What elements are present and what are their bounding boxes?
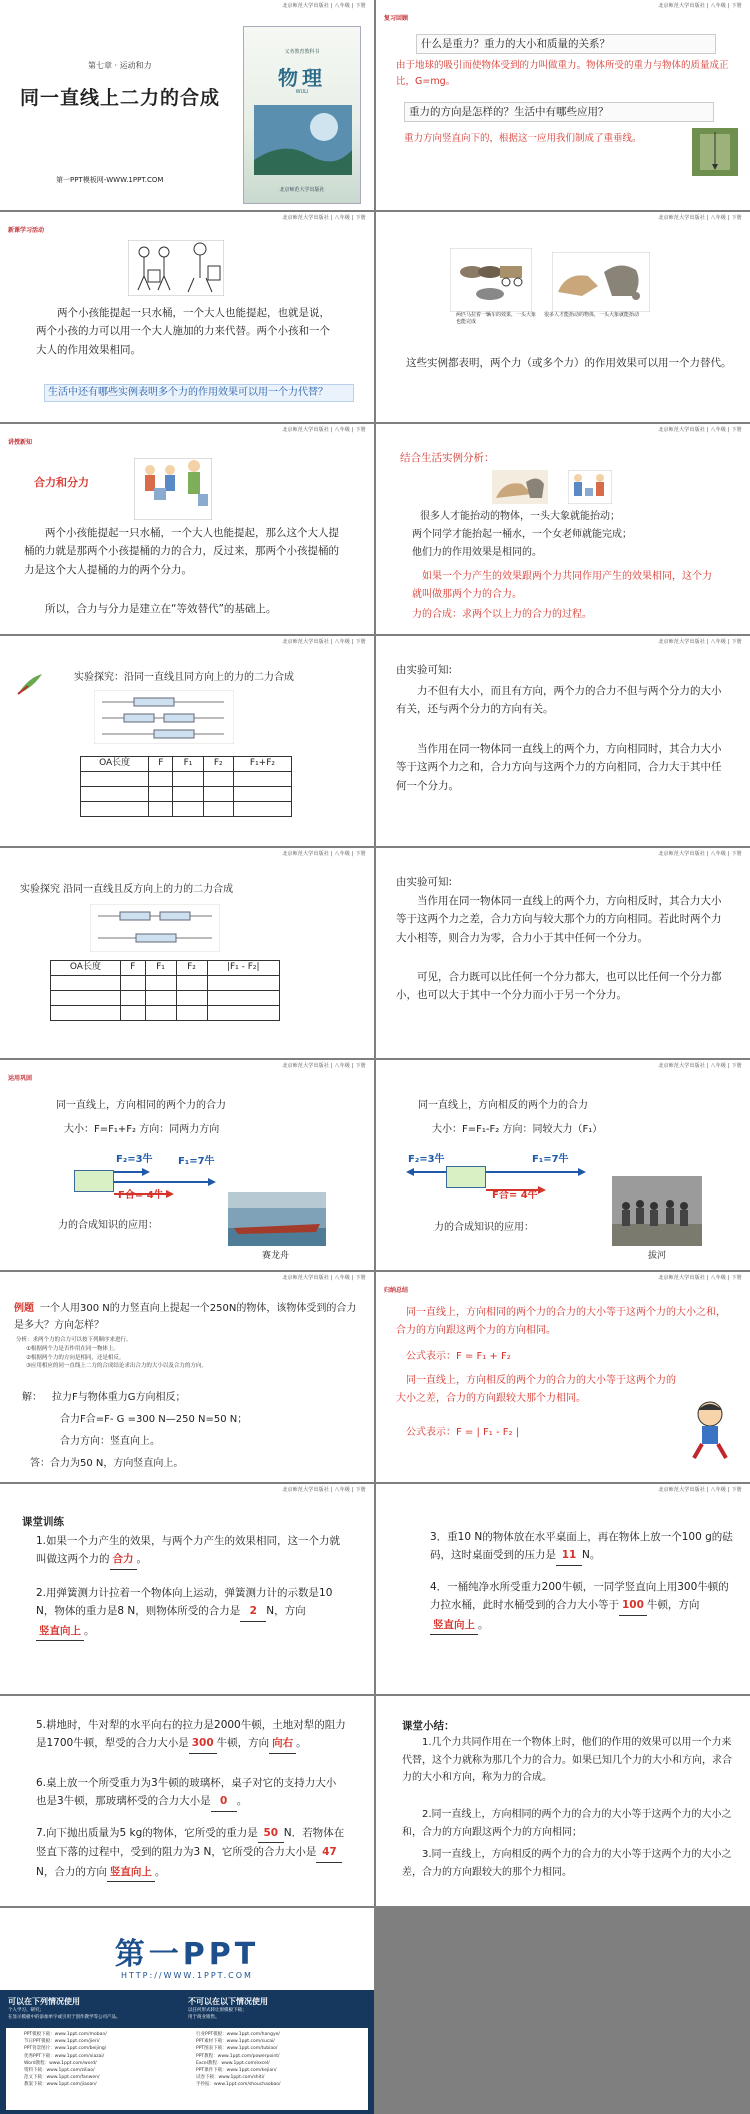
question-text: 2.用弹簧测力计拉着一个物体向上运动，弹簧测力计的示数是10 N，物体的重力是8 N，则物体所受的合力是 [36, 1587, 333, 1618]
practice-heading: 课堂训练 [22, 1516, 64, 1528]
answer-blank[interactable]: 100 [619, 1596, 647, 1615]
answer-blank[interactable]: 2 [240, 1602, 266, 1621]
conclusion-heading: 由实验可知: [396, 876, 453, 888]
cannot-use-item: 用于商业销售。 [188, 2015, 220, 2020]
force-diagram-same [70, 1152, 220, 1204]
book-title: 物理 [278, 66, 326, 90]
block-object [74, 1170, 114, 1192]
answer-blank[interactable]: 11 [556, 1546, 582, 1565]
application-label: 力的合成知识的应用： [58, 1220, 158, 1231]
review-question-1: 什么是重力？重力的大小和质量的关系？ [416, 34, 716, 54]
tug-of-war-photo [612, 1176, 702, 1246]
practice-question-3 [430, 1528, 734, 1566]
review-question-2: 重力的方向是怎样的？生活中有哪些应用？ [404, 102, 714, 122]
solution-label: 解： [22, 1392, 42, 1403]
brand-url[interactable]: HTTP://WWW.1PPT.COM [121, 1971, 253, 1980]
publisher-header: 北京师范大学出版社 | 八年级 | 下册 [658, 639, 742, 645]
elephant-caption: 很多人才能抬动的物体，一头大象就能抬动 [544, 312, 640, 318]
experiment-opposite-table [50, 960, 280, 1021]
slide-conclusion-opposite[interactable] [376, 848, 750, 1058]
website-credit: 第一PPT模板网-WWW.1PPT.COM [56, 176, 164, 184]
publisher-header: 北京师范大学出版社 | 八年级 | 下册 [658, 1275, 742, 1281]
section-tag: 新课学习活动 [8, 227, 45, 234]
heading-resultant-component: 合力和分力 [34, 476, 89, 489]
slide-conclusion-same[interactable] [376, 636, 750, 846]
opposite-direction-heading: 同一直线上，方向相反的两个力的合力 [418, 1100, 588, 1111]
publisher-header: 北京师范大学出版社 | 八年级 | 下册 [658, 851, 742, 857]
example-text: 一个人用300 N的力竖直向上提起一个250N的物体，该物体受到的合力是多大？方向怎样？ [14, 1303, 357, 1331]
publisher-header: 北京师范大学出版社 | 八年级 | 下册 [282, 427, 366, 433]
slide-experiment-opposite[interactable] [0, 848, 374, 1058]
publisher-header: 北京师范大学出版社 | 八年级 | 下册 [658, 427, 742, 433]
publisher-header: 北京师范大学出版社 | 八年级 | 下册 [282, 639, 366, 645]
question-text: 牛顿，方向 [216, 1737, 270, 1750]
resultant-definition: 如果一个力产生的效果跟两个力共同作用产生的效果相同，这个力就叫做那两个力的合力。 [412, 571, 712, 600]
carrying-water-photo [568, 470, 612, 504]
discussion-question: 生活中还有哪些实例表明多个力的作用效果可以用一个力代替？ [44, 384, 354, 402]
answer-blank[interactable]: 竖直向上 [107, 1863, 155, 1882]
table-header-cell: OA长度 [81, 757, 149, 772]
conclusion-opposite-p2: 可见，合力既可以比任何一个分力都大，也可以比任何一个分力都小，也可以大于其中一个分力而小于另一个分力。 [396, 971, 722, 1002]
footer-link[interactable]: 优秀PPT下载：www.1ppt.com/xiazai/ [24, 2053, 105, 2059]
table-header-cell: OA长度 [51, 961, 121, 976]
table-row [81, 772, 292, 787]
footer-link[interactable]: 手抄报：www.1ppt.com/shouchaobao/ [196, 2082, 281, 2088]
table-header-cell: F₂ [176, 961, 207, 976]
publisher-header: 北京师范大学出版社 | 八年级 | 下册 [658, 1063, 742, 1069]
review-answer-2: 重力方向竖直向下的，根据这一应用我们制成了重垂线。 [404, 133, 642, 144]
slide-same-direction[interactable] [0, 1060, 374, 1270]
slide-opposite-direction[interactable] [376, 1060, 750, 1270]
experiment-opposite-heading: 实验探究 沿同一直线且反方向上的力的二力合成 [20, 884, 234, 895]
elephant-small-photo [492, 470, 548, 504]
dragon-boat-photo [228, 1192, 326, 1246]
question-text: 1.如果一个力产生的效果，与两个力产生的效果相同，这一个力就叫做这两个力的 [36, 1535, 341, 1566]
textbook-cover [243, 26, 361, 204]
footer-link[interactable]: Word教程：www.1ppt.com/word/ [24, 2060, 97, 2066]
publisher-header: 北京师范大学出版社 | 八年级 | 下册 [282, 1487, 366, 1493]
book-sub: WULI [295, 89, 309, 95]
conclusion-p2: 当作用在同一物体同一直线上的两个力，方向相同时，其合力大小等于这两个力之和，合力方向与这两个力的方向相同，合力大于其中任何一个分力。 [396, 743, 722, 792]
footer-link[interactable]: PPT教程：www.1ppt.com/powerpoint/ [196, 2053, 280, 2059]
slide-examples[interactable] [376, 212, 750, 422]
table-header-cell: |F₁ - F₂| [207, 961, 280, 976]
footer-link[interactable]: PPT课件下载：www.1ppt.com/kejian/ [196, 2067, 277, 2073]
answer-blank[interactable]: 合力 [110, 1550, 137, 1569]
book-cover-art [254, 105, 352, 175]
life-examples-heading: 结合生活实例分析： [400, 452, 495, 464]
links-panel [6, 2028, 368, 2110]
footer-link[interactable]: PPT背景图片：www.1ppt.com/beijing/ [24, 2046, 107, 2052]
force-f1-label: F₁=7牛 [178, 1156, 215, 1167]
application-label: 力的合成知识的应用： [434, 1222, 534, 1233]
table-header-cell: F [120, 961, 145, 976]
summary-point-2: 2.同一直线上，方向相同的两个力的合力的大小等于这两个力的大小之和，合力的方向跟这两个力的方向相同； [402, 1809, 732, 1838]
question-text: N，方向 [266, 1605, 306, 1618]
publisher-header: 北京师范大学出版社 | 八年级 | 下册 [658, 3, 742, 9]
brand-logo: 第一PPT [114, 1937, 260, 1972]
solution-line-3: 合力方向：竖直向上。 [60, 1436, 160, 1447]
force-diagram-opposite [406, 1152, 596, 1204]
footer-link[interactable]: 资料下载：www.1ppt.com/ziliao/ [24, 2067, 95, 2073]
question-text: 5.耕地时，牛对犁的水平向右的拉力是2000牛顿，土地对犁的阻力是1700牛顿，犁受的合力大小是 [36, 1719, 346, 1750]
experiment-same-heading: 实验探究：沿同一直线且同方向上的力的二力合成 [74, 672, 294, 683]
table-row [51, 976, 280, 991]
cannot-use-title: 不可以在以下情况使用 [188, 1997, 268, 2006]
table-header-cell: F₂ [203, 757, 233, 772]
question-text: 3．重10 N的物体放在水平桌面上，再在物体上放一个100 g的砝码，这时桌面受到的压力是 [430, 1531, 733, 1562]
chapter-label: 第七章 · 运动和力 [88, 61, 152, 70]
section-tag: 归纳总结 [384, 1287, 409, 1294]
resultant-explanation: 两个小孩能提起一只水桶，一个大人也能提起，那么这个大人提桶的力就是那两个小孩提桶的力的合力，反过来，那两个小孩提桶的力是这个大人提桶的力的两个分力。 [24, 527, 339, 576]
book-series: 义务教育教科书 [284, 49, 320, 55]
usage-terms-panel [0, 1990, 374, 2114]
footer-link[interactable]: PPT模板下载：www.1ppt.com/moban/ [24, 2032, 107, 2037]
section-tag: 讲授新知 [8, 439, 33, 446]
footer-link[interactable]: 教案下载：www.1ppt.com/jiaoan/ [24, 2082, 97, 2088]
slide-practice-3[interactable] [0, 1696, 374, 1906]
book-press: 北京师范大学出版社 [279, 187, 325, 194]
horse-cart-illustration [450, 248, 532, 312]
block-object [446, 1166, 486, 1188]
footer-link[interactable]: 试卷下载：www.1ppt.com/shiti/ [196, 2075, 265, 2081]
spring-scale-apparatus-same [94, 690, 234, 744]
running-boy-illustration [684, 1398, 736, 1464]
slide-review[interactable] [376, 0, 750, 210]
footer-link[interactable]: PPT图表下载：www.1ppt.com/tubiao/ [196, 2046, 278, 2052]
force-resultant-label: F合= 4牛 [118, 1190, 164, 1201]
summary-point-3: 3.同一直线上，方向相反的两个力的合力的大小等于这两个力的大小之差，合力的方向跟较大的那个力相同。 [402, 1849, 732, 1878]
force-f2-label: F₂=3牛 [116, 1154, 153, 1165]
answer-blank[interactable]: 竖直向上 [36, 1622, 84, 1641]
bucket-explanation: 两个小孩能提起一只水桶，一个大人也能提起，也就是说，两个小孩的力可以用一个大人施加的力来代替。两个小孩和一个大人的作用效果相同。 [36, 307, 330, 356]
example-problem [14, 1300, 360, 1334]
same-direction-formula: 大小：F=F₁+F₂ 方向：同两力方向 [64, 1124, 220, 1135]
practice-question-6: 6.桌上放一个所受重力为3牛顿的玻璃杯，桌子对它的支持力大小也是3牛顿，那玻璃杯受的合力大小是 0 。 [36, 1774, 346, 1812]
answer-line: 答：合力为50 N，方向竖直向上。 [30, 1458, 184, 1469]
section-tag: 运用巩固 [8, 1075, 33, 1082]
analysis-line: 求两个力的合力可以按下列顺序来进行。 [32, 1337, 132, 1343]
table-row [81, 787, 292, 802]
table-row [51, 1006, 280, 1021]
answer-blank[interactable]: 0 [211, 1792, 237, 1811]
question-text: N，合力的方向 [36, 1865, 107, 1878]
publisher-header: 北京师范大学出版社 | 八年级 | 下册 [282, 1063, 366, 1069]
analysis-line: ③应用相应的同一直线上二力的合成结论求出合力的大小以及合力的方向。 [26, 1363, 207, 1370]
footer-link[interactable]: 范文下载：www.1ppt.com/fanwen/ [24, 2075, 100, 2081]
answer-blank[interactable]: 300 [189, 1734, 217, 1753]
question-text: 4．一桶纯净水所受重力200牛顿，一同学竖直向上用300牛顿的力拉水桶，此时水桶受到的合力大小等于 [430, 1581, 729, 1612]
adult-children-illustration [134, 458, 212, 520]
bucket-children-illustration [128, 240, 224, 296]
conclusion-heading: 由实验可知: [396, 664, 453, 676]
tug-of-war-caption: 拔河 [648, 1251, 667, 1261]
slide-experiment-same[interactable] [0, 636, 374, 846]
slide-practice-1[interactable] [0, 1484, 374, 1694]
plumb-line-photo [692, 128, 738, 176]
links-right-column [196, 2031, 280, 2089]
footer-link[interactable]: PPT素材下载：www.1ppt.com/sucai/ [196, 2039, 275, 2045]
answer-blank[interactable]: 50 [258, 1824, 284, 1843]
experiment-same-table [80, 756, 292, 817]
analysis-title: 分析： [16, 1337, 33, 1343]
conclusion-p1: 力不但有大小，而且有方向，两个力的合力不但与两个分力的大小有关，还与两个分力的方向有关。 [396, 685, 722, 716]
can-use-item: 在显示模板中的添加单字或引用于创作教学等公司产品。 [8, 2015, 121, 2020]
question-text: N。 [582, 1549, 601, 1562]
table-header-cell: F₁ [173, 757, 203, 772]
slide-new-lesson[interactable] [0, 212, 374, 422]
links-left-column [24, 2031, 107, 2089]
review-answer-1: 由于地球的吸引而使物体受到的力叫做重力。物体所受的重力与物体的质量成正比，G=mg。 [396, 60, 729, 88]
practice-question-4: 4．一桶纯净水所受重力200牛顿，一同学竖直向上用300牛顿的力拉水桶，此时水桶受到的合力大小等于 100 牛顿，方向竖直向上 。 [430, 1578, 734, 1635]
answer-blank[interactable]: 竖直向上 [430, 1616, 478, 1635]
dragon-boat-caption: 赛龙舟 [262, 1251, 290, 1261]
summary-point-1: 1.几个力共同作用在一个物体上时，他们的作用的效果可以用一个力来代替，这个力就称为那几个力的合力。如果已知几个力的大小和方向，求合力的大小和方向，称为力的合成。 [402, 1737, 732, 1783]
quill-icon [14, 672, 44, 698]
opposite-direction-formula: 大小：F=F₁-F₂ 方向：同较大力（F₁） [432, 1124, 603, 1135]
equivalent-substitution: 所以，合力与分力是建立在“等效替代”的基础上。 [45, 603, 277, 615]
same-direction-formula: 公式表示：F = F₁ + F₂ [406, 1351, 511, 1362]
force-resultant-label: F合= 4牛 [492, 1190, 538, 1201]
analysis-line: ②根据两个力的方向是相同，还是相反。 [26, 1354, 125, 1361]
life-example-line-2: 两个同学才能抬起一桶水，一个女老师就能完成； [412, 529, 632, 540]
answer-blank[interactable]: 向右 [269, 1734, 296, 1753]
footer-link[interactable]: 节日PPT模板：www.1ppt.com/jieri/ [24, 2039, 100, 2045]
left-arrow [406, 1166, 446, 1178]
examples-conclusion: 这些实例都表明，两个力（或多个力）的作用效果可以用一个力替代。 [406, 357, 732, 369]
question-text: 7.向下抛出质量为5 kg的物体，它所受的重力是 [36, 1827, 258, 1839]
life-example-line-3: 他们力的作用效果是相同的。 [412, 547, 542, 558]
practice-question-2: 2.用弹簧测力计拉着一个物体向上运动，弹簧测力计的示数是10 N，物体的重力是8 N，则物体所受的合力是 2 N，方向竖直向上 。 [36, 1584, 342, 1641]
question-text: 6.桌上放一个所受重力为3牛顿的玻璃杯，桌子对它的支持力大小也是3牛顿，那玻璃杯受的合力大小是 [36, 1777, 337, 1808]
slide-title[interactable] [0, 0, 374, 210]
slide-practice-2[interactable] [376, 1484, 750, 1694]
table-header-row [81, 757, 292, 772]
summary-heading: 课堂小结： [402, 1720, 455, 1732]
analysis-line: ①根据两个力是否作用在同一物体上。 [26, 1345, 119, 1352]
example-label: 例题 [14, 1303, 34, 1314]
can-use-title: 可以在下列情况使用 [8, 1997, 80, 2006]
cannot-use-item: 以任何形式转让原模板下载； [188, 2008, 247, 2013]
force-f2-label: F₂=3牛 [408, 1154, 445, 1165]
life-example-line-1: 很多人才能抬动的物体，一头大象就能抬动； [420, 511, 620, 522]
opposite-direction-rule: 同一直线上，方向相反的两个力的合力的大小等于这两个力的大小之差，合力的方向跟较大那个力相同。 [396, 1375, 676, 1404]
same-direction-rule: 同一直线上，方向相同的两个力的合力的大小等于这两个力的大小之和，合力的方向跟这两个力的方向相同。 [396, 1307, 726, 1336]
table-header-cell: F₁ [145, 961, 176, 976]
table-row [51, 991, 280, 1006]
publisher-header: 北京师范大学出版社 | 八年级 | 下册 [658, 215, 742, 221]
analysis-block [16, 1336, 316, 1371]
lesson-title: 同一直线上二力的合成 [20, 87, 221, 109]
practice-question-5: 5.耕地时，牛对犁的水平向右的拉力是2000牛顿，土地对犁的阻力是1700牛顿，犁受的合力大小是 300 牛顿，方向 向右 。 [36, 1716, 346, 1754]
section-tag: 复习回顾 [384, 15, 409, 22]
slide-closing[interactable] [0, 1908, 374, 2114]
slide-lesson-summary[interactable] [376, 1696, 750, 1906]
conclusion-opposite-p1: 当作用在同一物体同一直线上的两个力，方向相反时，其合力大小等于这两个力之差，合力方向与较大那个力的方向相同。若此时两个力大小相等，则合力为零，合力小于其中任何一个分力。 [396, 895, 722, 944]
publisher-header: 北京师范大学出版社 | 八年级 | 下册 [282, 215, 366, 221]
table-header-row [51, 961, 280, 976]
table-header-cell: F₁+F₂ [233, 757, 291, 772]
elephant-illustration [552, 252, 650, 312]
publisher-header: 北京师范大学出版社 | 八年级 | 下册 [658, 1487, 742, 1493]
question-text: N．若物体在竖直下落的过程中，受到的阻力为3 N，它所受的合力大小是 [36, 1827, 345, 1859]
solution-line-1: 拉力F与物体重力G方向相反； [52, 1392, 186, 1403]
table-header-cell: F [149, 757, 173, 772]
composition-definition: 力的合成：求两个以上力的合力的过程。 [412, 609, 592, 620]
slide-resultant-component[interactable] [0, 424, 374, 634]
publisher-header: 北京师范大学出版社 | 八年级 | 下册 [282, 851, 366, 857]
same-direction-heading: 同一直线上，方向相同的两个力的合力 [56, 1100, 226, 1111]
slide-example-problem[interactable] [0, 1272, 374, 1482]
force-f1-label: F₁=7牛 [532, 1154, 569, 1165]
footer-link[interactable]: 行业PPT模板：www.1ppt.com/hangye/ [196, 2032, 280, 2037]
slide-summary-rules[interactable] [376, 1272, 750, 1482]
horse-caption: 两匹马拉着一辆车的效果，一头大象也能完成 [456, 312, 537, 325]
table-row [81, 802, 292, 817]
spring-scale-apparatus-opposite [90, 904, 220, 952]
publisher-header: 北京师范大学出版社 | 八年级 | 下册 [282, 1275, 366, 1281]
slide-life-examples[interactable] [376, 424, 750, 634]
can-use-item: 个人学习、研究； [8, 2008, 44, 2013]
solution-line-2: 合力F合=F- G =300 N—250 N=50 N； [60, 1414, 248, 1425]
publisher-header: 北京师范大学出版社 | 八年级 | 下册 [282, 3, 366, 9]
practice-question-1: 1.如果一个力产生的效果，与两个力产生的效果相同，这一个力就叫做这两个力的 合力 。 [36, 1532, 342, 1570]
footer-link[interactable]: Excel教程：www.1ppt.com/excel/ [196, 2060, 270, 2066]
question-text: 牛顿，方向 [646, 1599, 700, 1612]
practice-question-7: 7.向下抛出质量为5 kg的物体，它所受的重力是 50 N．若物体在竖直下落的过程中，受到的阻力为3 N，它所受的合力大小是 47N，合力的方向 竖直向上 。 [36, 1824, 346, 1882]
opposite-direction-formula: 公式表示：F = | F₁ - F₂ | [406, 1427, 520, 1438]
answer-blank[interactable]: 47 [316, 1843, 342, 1862]
